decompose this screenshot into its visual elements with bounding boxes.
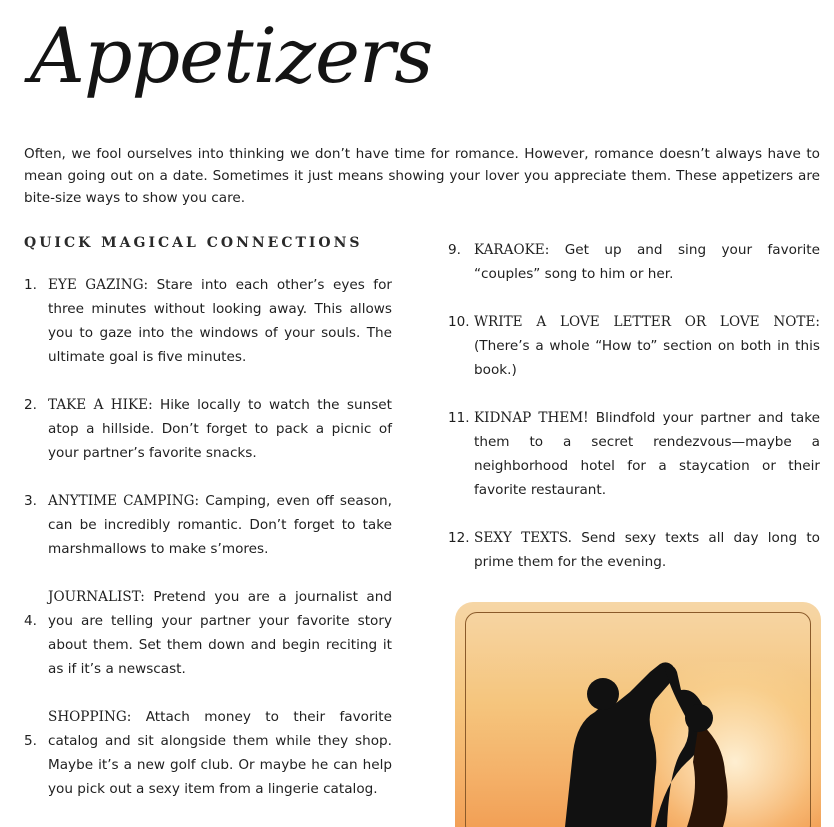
item-list-right: [448, 238, 820, 574]
item-title: KARAOKE:: [474, 242, 550, 258]
intro-paragraph: Often, we fool ourselves into thinking we don’t have time for romance. However, romance doesn’t always have to mean going out on a date. Sometimes it just means showing your lover you appreciate them. These appetizers are bite-size ways to show you care.: [24, 146, 820, 206]
item-text: (There’s a whole “How to” section on both in this book.): [474, 338, 820, 378]
item-list-left: [24, 273, 392, 801]
item-number: 5.: [24, 733, 37, 749]
item-title: KIDNAP THEM!: [474, 410, 589, 426]
item-title: JOURNALIST:: [48, 589, 145, 605]
list-item: [24, 393, 392, 465]
list-item: [448, 526, 820, 574]
item-number: 9.: [448, 242, 461, 258]
couple-silhouette-photo: [455, 602, 821, 827]
item-text: Attach money to their favorite catalog and sit alongside them while they shop. Maybe it’s a new golf club. Or maybe he can help you pick out a sexy item from a lingerie catalog.: [48, 709, 392, 797]
left-column: [24, 235, 392, 825]
couple-silhouette: [455, 602, 821, 827]
item-number: 12.: [448, 530, 470, 546]
right-column: [448, 238, 820, 598]
item-title: ANYTIME CAMPING:: [48, 493, 200, 509]
item-title: EYE GAZING:: [48, 277, 149, 293]
item-number: 10.: [448, 314, 470, 330]
list-item: [24, 705, 392, 801]
item-text: Camping, even off season, can be incredibly romantic. Don’t forget to take marshmallows to make s’mores.: [48, 493, 392, 557]
list-item: [24, 585, 392, 681]
list-item: [448, 238, 820, 286]
item-number: 3.: [24, 493, 37, 509]
page-title: Appetizers: [30, 11, 433, 100]
item-text: Hike locally to watch the sunset atop a hillside. Don’t forget to pack a picnic of your partner’s favorite snacks.: [48, 397, 392, 461]
list-item: [448, 406, 820, 502]
item-text: Pretend you are a journalist and you are telling your partner your favorite story about them. Set them down and begin reciting it as if it’s a newscast.: [48, 589, 392, 677]
item-number: 11.: [448, 410, 470, 426]
section-heading: QUICK MAGICAL CONNECTIONS: [24, 235, 363, 251]
list-item: [448, 310, 820, 382]
list-item: [24, 273, 392, 369]
item-text: Get up and sing your favorite “couples” song to him or her.: [474, 242, 820, 282]
item-number: 4.: [24, 613, 37, 629]
item-number: 2.: [24, 397, 37, 413]
item-title: WRITE A LOVE LETTER OR LOVE NOTE:: [474, 314, 820, 330]
item-title: TAKE A HIKE:: [48, 397, 153, 413]
item-text: Send sexy texts all day long to prime them for the evening.: [474, 530, 820, 570]
item-text: Stare into each other’s eyes for three minutes without looking away. This allows you to gaze into the windows of your souls. The ultimate goal is five minutes.: [48, 277, 392, 365]
list-item: [24, 489, 392, 561]
item-title: SHOPPING:: [48, 709, 132, 725]
item-title: SEXY TEXTS.: [474, 530, 573, 546]
item-text: Blindfold your partner and take them to a secret rendezvous—maybe a neighborhood hotel for a staycation or their favorite restaurant.: [474, 410, 820, 498]
item-number: 1.: [24, 277, 37, 293]
